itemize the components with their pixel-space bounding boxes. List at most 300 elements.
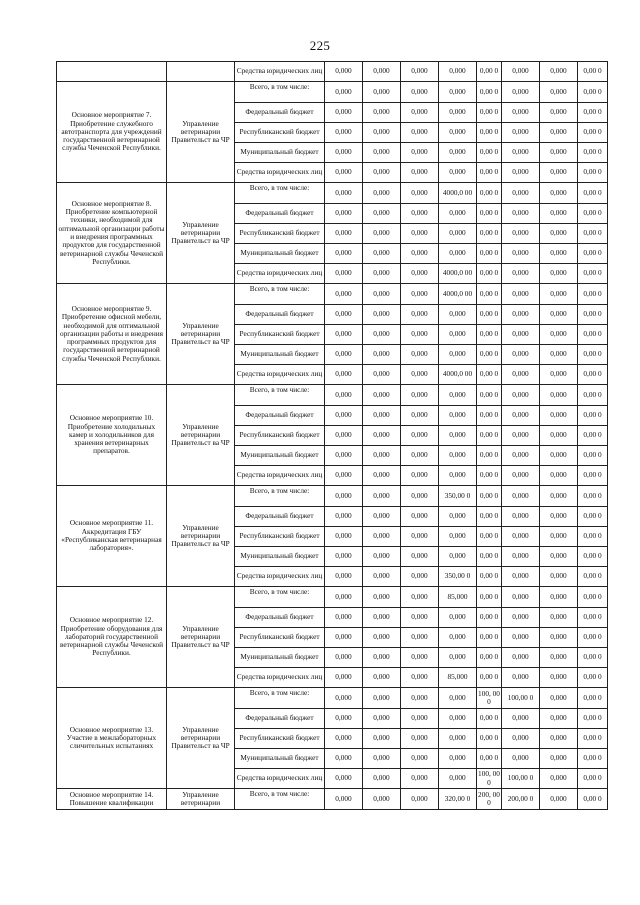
value-cell: 0,000 (325, 264, 363, 284)
value-cell: 0,000 (325, 325, 363, 345)
value-cell: 0,000 (363, 244, 401, 264)
value-cell: 0,000 (363, 608, 401, 628)
value-cell: 0,000 (325, 204, 363, 224)
value-cell: 0,000 (502, 183, 540, 204)
value-cell: 0,000 (401, 82, 439, 103)
value-cell: 0,000 (439, 446, 477, 466)
value-cell: 0,00 0 (578, 204, 608, 224)
value-cell: 0,000 (502, 345, 540, 365)
measure-cell: Основное мероприятие 7. Приобретение служебного автотранспорта для учреждений государственной ветеринарной службы Чеченской Республики. (57, 82, 167, 183)
value-cell: 0,000 (325, 789, 363, 810)
value-cell: 0,000 (502, 62, 540, 82)
value-cell: 0,000 (502, 82, 540, 103)
value-cell: 0,000 (325, 749, 363, 769)
funding-source-cell: Всего, в том числе: (235, 385, 325, 406)
value-cell: 0,00 0 (578, 244, 608, 264)
funding-source-cell: Республиканский бюджет (235, 224, 325, 244)
value-cell: 0,000 (540, 305, 578, 325)
value-cell: 4000,0 00 (439, 365, 477, 385)
value-cell: 200, 000 (477, 789, 502, 810)
measure-cell: Основное мероприятие 9. Приобретение офисной мебели, необходимой для оптимальной организации работы и внедрения программных продуктов для государственной ветеринарной службы Чеченской Республики. (57, 284, 167, 385)
executor-cell: Управление ветеринарии Правительст ва ЧР (167, 486, 235, 587)
value-cell: 0,000 (540, 709, 578, 729)
executor-cell (167, 62, 235, 82)
value-cell: 0,000 (439, 527, 477, 547)
value-cell: 0,000 (325, 466, 363, 486)
value-cell: 100,00 0 (502, 769, 540, 789)
value-cell: 0,000 (363, 365, 401, 385)
budget-table (56, 61, 608, 810)
value-cell: 0,000 (502, 123, 540, 143)
value-cell: 0,000 (325, 62, 363, 82)
value-cell: 0,000 (540, 264, 578, 284)
value-cell: 0,000 (439, 123, 477, 143)
funding-source-cell: Средства юридических лиц (235, 466, 325, 486)
value-cell: 0,00 0 (578, 587, 608, 608)
value-cell: 0,000 (439, 648, 477, 668)
value-cell: 0,00 0 (578, 688, 608, 709)
value-cell: 0,00 0 (578, 365, 608, 385)
value-cell: 0,000 (540, 587, 578, 608)
value-cell: 0,000 (325, 406, 363, 426)
value-cell: 0,00 0 (477, 426, 502, 446)
value-cell: 0,000 (540, 183, 578, 204)
table-row (57, 62, 608, 82)
funding-source-cell: Всего, в том числе: (235, 688, 325, 709)
value-cell: 0,00 0 (477, 103, 502, 123)
value-cell: 0,000 (401, 587, 439, 608)
value-cell: 0,000 (325, 183, 363, 204)
value-cell: 0,000 (363, 446, 401, 466)
measure-cell: Основное мероприятие 11. Аккредитация ГБУ «Республиканская ветеринарная лаборатория». (57, 486, 167, 587)
funding-source-cell: Всего, в том числе: (235, 789, 325, 810)
value-cell: 0,00 0 (578, 103, 608, 123)
value-cell: 0,000 (540, 769, 578, 789)
value-cell: 0,000 (439, 547, 477, 567)
value-cell: 0,000 (363, 305, 401, 325)
value-cell: 0,000 (540, 446, 578, 466)
value-cell: 100, 000 (478, 769, 500, 787)
funding-source-cell: Муниципальный бюджет (235, 547, 325, 567)
value-cell: 0,000 (325, 668, 363, 688)
value-cell: 0,000 (502, 628, 540, 648)
value-cell: 0,000 (540, 688, 578, 709)
value-cell: 0,000 (363, 668, 401, 688)
funding-source-cell: Средства юридических лиц (235, 365, 325, 385)
value-cell: 0,000 (363, 507, 401, 527)
value-cell: 0,00 0 (477, 305, 502, 325)
value-cell: 0,000 (502, 143, 540, 163)
value-cell: 0,000 (325, 345, 363, 365)
value-cell: 0,000 (401, 486, 439, 507)
value-cell: 0,000 (325, 163, 363, 183)
table-row (57, 486, 608, 507)
value-cell: 0,00 0 (578, 789, 608, 810)
value-cell: 0,000 (439, 385, 477, 406)
value-cell: 0,000 (540, 628, 578, 648)
measure-cell: Основное мероприятие 14. Повышение квалификации (57, 789, 167, 810)
measure-cell: Основное мероприятие 13. Участие в межлабораторных сличительных испытаниях (57, 688, 167, 789)
value-cell: 0,000 (363, 385, 401, 406)
value-cell: 0,000 (540, 82, 578, 103)
value-cell: 0,000 (401, 507, 439, 527)
value-cell: 0,00 0 (477, 204, 502, 224)
value-cell: 0,000 (540, 648, 578, 668)
value-cell: 0,00 0 (477, 345, 502, 365)
value-cell: 0,000 (325, 385, 363, 406)
value-cell: 0,000 (325, 244, 363, 264)
executor-cell: Управление ветеринарии Правительст ва ЧР (167, 385, 235, 486)
funding-source-cell: Федеральный бюджет (235, 204, 325, 224)
value-cell: 0,000 (540, 123, 578, 143)
value-cell: 0,00 0 (578, 143, 608, 163)
value-cell: 0,00 0 (477, 284, 502, 305)
value-cell: 0,000 (363, 648, 401, 668)
value-cell: 0,000 (325, 547, 363, 567)
value-cell: 0,000 (502, 749, 540, 769)
value-cell: 0,000 (363, 103, 401, 123)
value-cell: 0,000 (439, 466, 477, 486)
value-cell: 100, 000 (477, 688, 502, 709)
value-cell: 0,00 0 (477, 325, 502, 345)
funding-source-cell: Республиканский бюджет (235, 325, 325, 345)
value-cell: 0,000 (502, 365, 540, 385)
value-cell: 0,000 (401, 345, 439, 365)
value-cell: 0,000 (502, 648, 540, 668)
value-cell: 0,000 (401, 749, 439, 769)
value-cell: 0,000 (401, 527, 439, 547)
value-cell: 0,000 (502, 204, 540, 224)
value-cell: 0,000 (363, 567, 401, 587)
value-cell: 0,000 (502, 284, 540, 305)
value-cell: 0,000 (502, 264, 540, 284)
value-cell: 0,000 (502, 325, 540, 345)
value-cell: 0,000 (325, 365, 363, 385)
value-cell: 0,000 (325, 103, 363, 123)
value-cell: 0,000 (325, 608, 363, 628)
value-cell: 0,000 (540, 143, 578, 163)
value-cell: 0,000 (363, 426, 401, 446)
value-cell: 0,000 (363, 406, 401, 426)
value-cell: 0,000 (325, 648, 363, 668)
value-cell: 0,000 (325, 224, 363, 244)
value-cell: 0,000 (363, 264, 401, 284)
value-cell: 0,000 (439, 507, 477, 527)
value-cell: 0,00 0 (477, 365, 502, 385)
value-cell: 0,000 (325, 143, 363, 163)
funding-source-cell: Муниципальный бюджет (235, 749, 325, 769)
value-cell: 0,000 (401, 204, 439, 224)
value-cell: 0,000 (439, 224, 477, 244)
funding-source-cell: Федеральный бюджет (235, 709, 325, 729)
value-cell: 0,000 (439, 769, 477, 789)
value-cell: 0,00 0 (477, 406, 502, 426)
value-cell: 100,00 0 (502, 688, 540, 709)
value-cell: 0,000 (363, 62, 401, 82)
funding-source-cell: Муниципальный бюджет (235, 244, 325, 264)
value-cell: 0,00 0 (578, 345, 608, 365)
funding-source-cell: Республиканский бюджет (235, 527, 325, 547)
value-cell: 0,000 (363, 325, 401, 345)
value-cell: 0,000 (540, 608, 578, 628)
value-cell: 0,000 (363, 163, 401, 183)
value-cell: 0,000 (401, 62, 439, 82)
value-cell: 0,00 0 (477, 466, 502, 486)
value-cell: 0,000 (439, 749, 477, 769)
value-cell: 0,000 (540, 547, 578, 567)
value-cell: 0,000 (540, 103, 578, 123)
value-cell: 0,000 (363, 486, 401, 507)
value-cell: 0,000 (502, 224, 540, 244)
value-cell: 0,00 0 (578, 385, 608, 406)
funding-source-cell: Республиканский бюджет (235, 123, 325, 143)
value-cell: 0,000 (325, 769, 363, 789)
value-cell: 0,00 0 (477, 123, 502, 143)
value-cell: 0,00 0 (578, 648, 608, 668)
value-cell: 0,000 (502, 507, 540, 527)
funding-source-cell: Федеральный бюджет (235, 305, 325, 325)
value-cell: 0,00 0 (477, 244, 502, 264)
funding-source-cell: Всего, в том числе: (235, 486, 325, 507)
value-cell: 0,000 (439, 143, 477, 163)
value-cell: 0,000 (502, 466, 540, 486)
measure-cell: Основное мероприятие 8. Приобретение компьютерной техники, необходимой для оптимальной организации работы и внедрения программных продуктов для государственной ветеринарной службы Чеченской Республики. (57, 183, 167, 284)
value-cell: 0,00 0 (477, 628, 502, 648)
value-cell: 0,000 (540, 244, 578, 264)
value-cell: 0,000 (540, 163, 578, 183)
value-cell: 0,000 (401, 466, 439, 486)
value-cell: 0,000 (325, 628, 363, 648)
value-cell: 0,00 0 (477, 567, 502, 587)
value-cell: 85,000 (439, 587, 477, 608)
value-cell: 0,000 (439, 103, 477, 123)
funding-source-cell: Всего, в том числе: (235, 284, 325, 305)
value-cell: 0,000 (401, 709, 439, 729)
value-cell: 0,000 (363, 204, 401, 224)
funding-source-cell: Муниципальный бюджет (235, 446, 325, 466)
value-cell: 0,000 (540, 567, 578, 587)
value-cell: 0,00 0 (477, 668, 502, 688)
funding-source-cell: Средства юридических лиц (235, 668, 325, 688)
value-cell: 0,00 0 (477, 62, 502, 82)
value-cell: 0,000 (363, 729, 401, 749)
value-cell: 0,000 (325, 446, 363, 466)
value-cell: 0,000 (540, 385, 578, 406)
value-cell: 0,000 (363, 688, 401, 709)
value-cell: 0,000 (401, 123, 439, 143)
value-cell: 0,00 0 (578, 547, 608, 567)
funding-source-cell: Республиканский бюджет (235, 426, 325, 446)
value-cell: 0,000 (401, 406, 439, 426)
value-cell: 0,000 (401, 305, 439, 325)
value-cell: 0,00 0 (578, 466, 608, 486)
value-cell: 0,000 (325, 688, 363, 709)
executor-cell: Управление ветеринарии Правительст ва ЧР (167, 82, 235, 183)
value-cell: 0,000 (325, 709, 363, 729)
value-cell: 0,000 (401, 325, 439, 345)
funding-source-cell: Муниципальный бюджет (235, 648, 325, 668)
table-row (57, 688, 608, 709)
value-cell: 0,000 (325, 567, 363, 587)
table-row (57, 82, 608, 103)
value-cell: 320,00 0 (439, 789, 477, 810)
value-cell: 0,000 (363, 547, 401, 567)
value-cell: 0,00 0 (477, 648, 502, 668)
funding-source-cell: Федеральный бюджет (235, 608, 325, 628)
value-cell: 0,000 (363, 224, 401, 244)
funding-source-cell: Муниципальный бюджет (235, 143, 325, 163)
value-cell: 0,000 (502, 709, 540, 729)
value-cell: 0,000 (325, 82, 363, 103)
value-cell: 0,00 0 (578, 284, 608, 305)
funding-source-cell: Средства юридических лиц (235, 769, 325, 789)
value-cell: 0,00 0 (578, 305, 608, 325)
measure-cell: Основное мероприятие 10. Приобретение холодильных камер и холодильников для хранения ветеринарных препаратов. (57, 385, 167, 486)
funding-source-cell: Всего, в том числе: (235, 587, 325, 608)
value-cell: 0,000 (439, 729, 477, 749)
value-cell: 0,000 (401, 163, 439, 183)
value-cell: 0,00 0 (477, 547, 502, 567)
value-cell: 0,000 (540, 789, 578, 810)
value-cell: 0,00 0 (578, 527, 608, 547)
value-cell: 0,000 (363, 769, 401, 789)
value-cell: 0,000 (325, 123, 363, 143)
value-cell: 0,000 (439, 62, 477, 82)
funding-source-cell: Федеральный бюджет (235, 103, 325, 123)
value-cell: 0,00 0 (477, 385, 502, 406)
value-cell: 0,000 (502, 547, 540, 567)
value-cell: 0,000 (439, 82, 477, 103)
value-cell: 0,000 (401, 264, 439, 284)
value-cell: 0,000 (439, 628, 477, 648)
value-cell: 0,000 (439, 345, 477, 365)
value-cell: 0,000 (401, 547, 439, 567)
value-cell: 0,000 (363, 527, 401, 547)
value-cell: 0,000 (401, 224, 439, 244)
funding-source-cell: Средства юридических лиц (235, 163, 325, 183)
value-cell: 0,00 0 (578, 749, 608, 769)
value-cell: 0,000 (325, 587, 363, 608)
value-cell: 0,00 0 (578, 486, 608, 507)
value-cell: 0,000 (363, 789, 401, 810)
value-cell: 4000,0 00 (439, 264, 477, 284)
value-cell: 0,000 (363, 749, 401, 769)
value-cell: 0,00 0 (477, 143, 502, 163)
value-cell: 0,000 (502, 486, 540, 507)
value-cell: 0,00 0 (578, 628, 608, 648)
value-cell: 0,000 (439, 688, 477, 709)
value-cell: 0,00 0 (578, 406, 608, 426)
funding-source-cell: Муниципальный бюджет (235, 345, 325, 365)
table-row (57, 183, 608, 204)
executor-cell: Управление ветеринарии (167, 789, 235, 810)
funding-source-cell: Федеральный бюджет (235, 406, 325, 426)
value-cell: 0,000 (401, 183, 439, 204)
value-cell: 0,000 (363, 143, 401, 163)
value-cell: 0,000 (401, 789, 439, 810)
value-cell: 0,000 (540, 527, 578, 547)
value-cell: 0,000 (540, 224, 578, 244)
value-cell: 0,00 0 (477, 729, 502, 749)
value-cell: 0,00 0 (578, 426, 608, 446)
value-cell: 0,00 0 (477, 264, 502, 284)
value-cell: 0,000 (401, 608, 439, 628)
value-cell: 0,000 (439, 305, 477, 325)
value-cell: 0,000 (502, 446, 540, 466)
value-cell: 0,000 (363, 709, 401, 729)
value-cell: 0,000 (363, 345, 401, 365)
value-cell: 0,000 (502, 668, 540, 688)
value-cell: 0,000 (401, 628, 439, 648)
value-cell: 0,000 (401, 668, 439, 688)
value-cell: 0,000 (502, 305, 540, 325)
value-cell: 0,000 (363, 466, 401, 486)
value-cell: 0,000 (325, 507, 363, 527)
value-cell: 0,00 0 (578, 567, 608, 587)
executor-cell: Управление ветеринарии Правительст ва ЧР (167, 587, 235, 688)
value-cell: 0,00 0 (477, 749, 502, 769)
value-cell: 0,000 (540, 668, 578, 688)
value-cell: 0,00 0 (578, 608, 608, 628)
table-row (57, 789, 608, 810)
value-cell: 0,000 (401, 103, 439, 123)
value-cell: 0,00 0 (578, 729, 608, 749)
measure-cell (57, 62, 167, 82)
value-cell: 0,00 0 (477, 486, 502, 507)
value-cell: 0,000 (363, 82, 401, 103)
value-cell: 0,000 (401, 385, 439, 406)
value-cell: 0,000 (540, 62, 578, 82)
executor-cell: Управление ветеринарии Правительст ва ЧР (167, 183, 235, 284)
value-cell: 0,000 (439, 709, 477, 729)
value-cell: 0,000 (401, 769, 439, 789)
value-cell: 0,000 (540, 507, 578, 527)
value-cell: 0,00 0 (477, 163, 502, 183)
value-cell: 0,00 0 (477, 709, 502, 729)
value-cell: 0,000 (325, 426, 363, 446)
value-cell: 0,000 (401, 729, 439, 749)
table-row (57, 385, 608, 406)
value-cell: 0,00 0 (578, 163, 608, 183)
funding-source-cell: Республиканский бюджет (235, 628, 325, 648)
table-row (57, 587, 608, 608)
funding-source-cell: Средства юридических лиц (235, 62, 325, 82)
value-cell: 0,000 (502, 608, 540, 628)
value-cell: 0,000 (401, 688, 439, 709)
value-cell: 0,000 (439, 204, 477, 224)
value-cell: 0,000 (540, 426, 578, 446)
funding-source-cell: Федеральный бюджет (235, 507, 325, 527)
value-cell: 0,00 0 (578, 507, 608, 527)
value-cell: 0,000 (401, 365, 439, 385)
value-cell: 0,000 (325, 527, 363, 547)
value-cell: 0,00 0 (578, 62, 608, 82)
value-cell: 0,000 (502, 587, 540, 608)
value-cell: 0,000 (540, 365, 578, 385)
value-cell: 0,00 0 (477, 507, 502, 527)
value-cell: 0,000 (540, 345, 578, 365)
value-cell: 0,000 (439, 406, 477, 426)
value-cell: 0,000 (502, 426, 540, 446)
funding-source-cell: Средства юридических лиц (235, 567, 325, 587)
value-cell: 4000,0 00 (439, 284, 477, 305)
value-cell: 0,000 (363, 628, 401, 648)
value-cell: 0,00 0 (477, 446, 502, 466)
value-cell: 4000,0 00 (439, 183, 477, 204)
value-cell: 0,000 (540, 486, 578, 507)
value-cell: 85,000 (439, 668, 477, 688)
value-cell: 0,000 (502, 103, 540, 123)
